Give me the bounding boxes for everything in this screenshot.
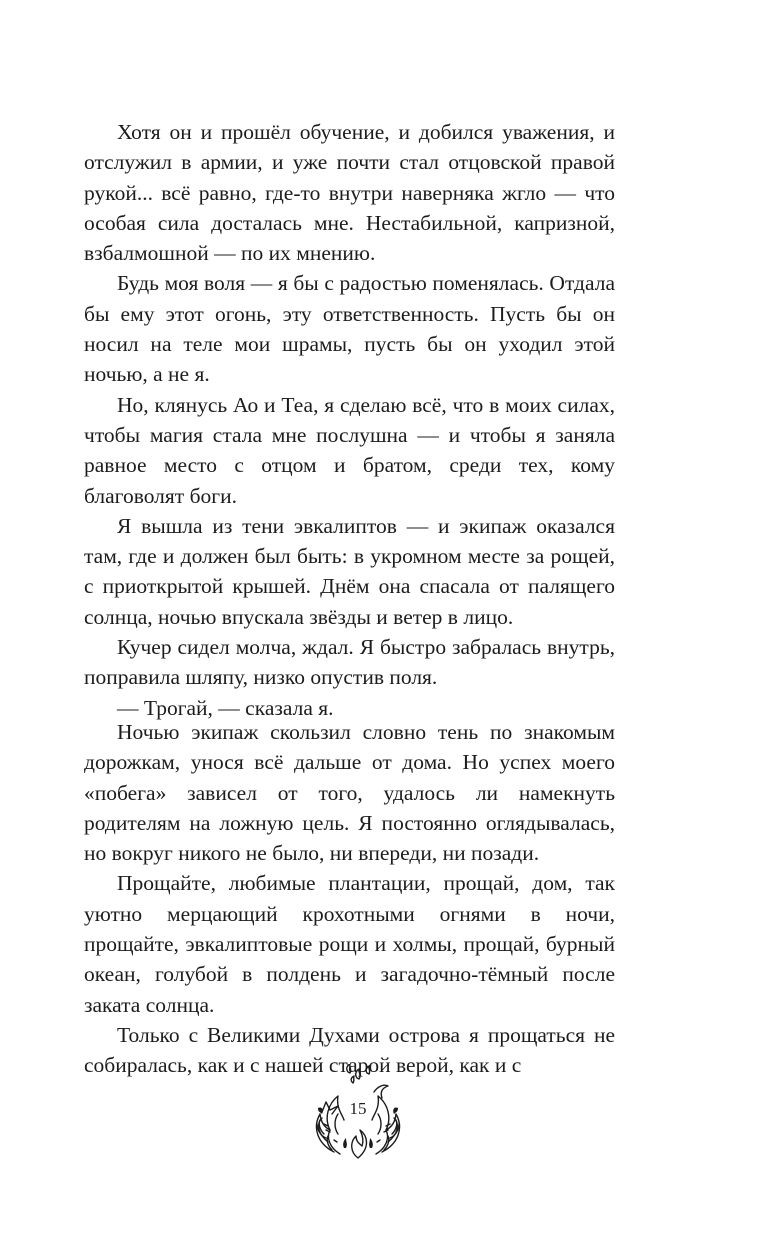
paragraph: Будь моя воля — я бы с радостью поменялась. Отдала бы ему этот огонь, эту ответственность. Пусть бы он носил на теле мои шрамы, пусть бы он уходил этой ночью, а не я. [84,271,615,387]
text-section-2 [84,717,615,1081]
paragraph: Только с Великими Духами острова я прощаться не собиралась, как и с нашей старой верой, как и с [84,1022,615,1078]
paragraph: Прощайте, любимые плантации, прощай, дом, так уютно мерцающий крохотными огнями в ночи, прощайте, эвкалиптовые рощи и холмы, прощай, бурный океан, голубой в полдень и загадочно-тёмный после заката солнца. [84,871,615,1017]
paragraph: Кучер сидел молча, ждал. Я быстро забралась внутрь, поправила шляпу, низко опустив поля. [84,635,615,690]
paragraph: Я вышла из тени эвкалиптов — и экипаж оказался там, где и должен был быть: в укромном месте за рощей, с приоткрытой крышей. Днём она спасала от палящего солнца, ночью впускала звёзды и ветер в лицо. [84,513,615,629]
paragraph: Но, клянусь Ао и Теа, я сделаю всё, что в моих силах, чтобы магия стала мне послушна — и чтобы я заняла равное место с отцом и братом, среди тех, кому благоволят боги. [84,392,615,508]
paragraph: — Трогай, — сказала я. [117,695,334,720]
text-section-1 [84,117,615,723]
paragraph: Хотя он и прошёл обучение, и добился уважения, и отслужил в армии, и уже почти стал отцовской правой рукой... всё равно, где-то внутри наверняка жгло — что особая сила досталась мне. Нестабильной, капризной, взбалмошной — по их мнению. [84,120,615,266]
page-number: 15 [349,1099,367,1118]
paragraph: Ночью экипаж скользил словно тень по знакомым дорожкам, унося всё дальше от дома. Но успех моего «побега» зависел от того, удалось ли намекнуть родителям на ложную цель. Я постоянно оглядывалась, но вокруг никого не было, ни впереди, ни позади. [84,720,615,866]
page-folio [304,1064,412,1160]
